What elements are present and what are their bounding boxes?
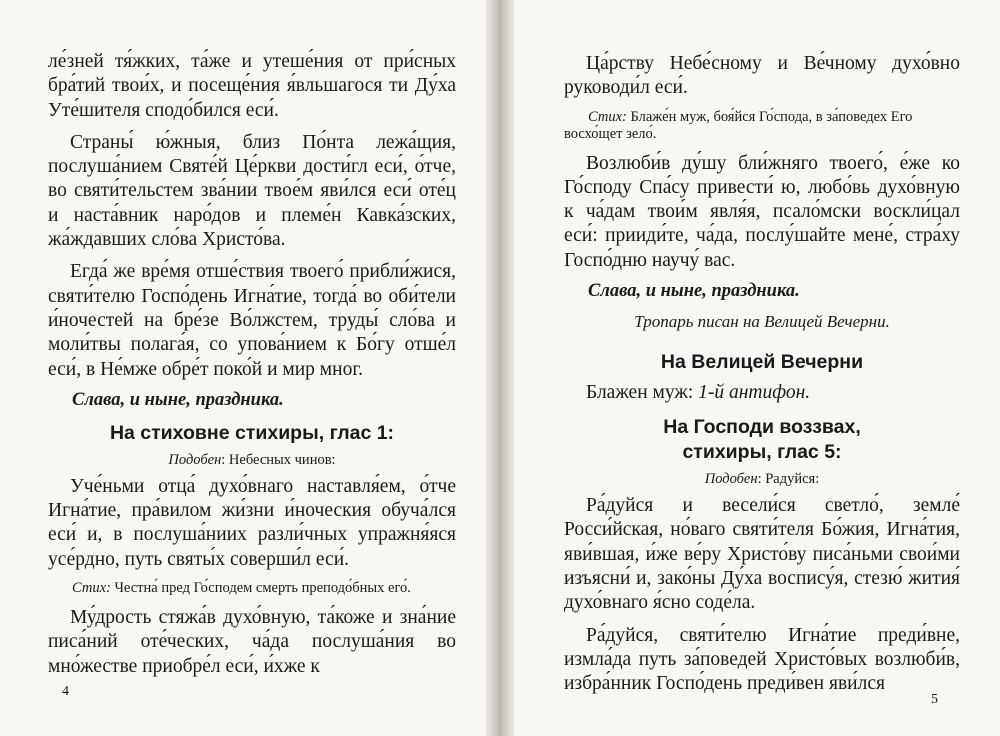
right-heading-2-line1: На Господи воззвах, bbox=[663, 416, 861, 439]
left-paragraph-1: ле́зней тя́жких, та́же и утеше́ния от при́сных бра́тий твои́х, и посеще́ния я́вльшагося ти Ду́ха Уте́шителя сподо́бился еси́. bbox=[48, 51, 456, 121]
left-paragraph-2: Страны́ ю́жныя, близ По́нта лежа́щия, послуша́нием Святе́й Це́ркви дости́гл еси́, о́тче, во святи́тельстем зва́нии твое́м яви́лся еси́ оте́ц и наста́вник наро́дов и племе́н Кавка́зских, жа́ждавших сло́ва Христо́ва. bbox=[48, 131, 456, 251]
right-slava: Слава, и ныне, праздника. bbox=[588, 281, 800, 302]
blazhen-plain: Блажен муж: bbox=[586, 382, 694, 404]
left-slava: Слава, и ныне, праздника. bbox=[72, 389, 284, 410]
left-podoben bbox=[48, 452, 456, 469]
right-page bbox=[514, 0, 1000, 736]
right-paragraph-4: Ра́дуйся, святи́телю Игна́тие преди́вне, измла́да путь за́поведей Христо́вых возлюби́в, избра́нник Госпо́день преди́вен яви́лся bbox=[564, 624, 960, 695]
left-podoben-value: : Небесных чинов: bbox=[221, 451, 336, 468]
right-verse-label: Стих: bbox=[588, 108, 627, 125]
left-verse bbox=[48, 580, 456, 597]
left-podoben-label: Подобен bbox=[168, 451, 222, 468]
left-page bbox=[0, 0, 486, 736]
right-paragraph-3: Ра́дуйся и весели́ся светло́, земле́ Росси́йская, но́ваго святи́теля Бо́жия, Игна́тия, яви́вшая, и́же ве́ру Христо́ву писа́ньми свои́ми изъясни́ и, зако́ны Ду́ха воспису́я, стезю́ жития́ духо́внаго я́сно соде́ла. bbox=[564, 495, 960, 614]
book-gutter bbox=[486, 0, 514, 736]
left-paragraph-4: Уче́ньми отца́ духо́внаго наставля́ем, о́тче Игна́тие, пра́вилом жи́зни и́ноческия обуча́лся еси́ и, в послуша́ниих разли́чных упражня́яся усе́рдно, путь святы́х соверши́л еси́. bbox=[48, 475, 456, 570]
troparion-note: Тропарь писан на Велицей Вечерни. bbox=[634, 312, 890, 332]
left-paragraph-5: Му́дрость стяжа́в духо́вную, та́коже и зна́ние писа́ний оте́ческих, ча́да послуша́ния во мно́жестве приобре́л еси́, и́хже к bbox=[48, 607, 456, 677]
right-podoben-value: : Радуйся: bbox=[757, 471, 820, 488]
right-paragraph-2: Возлюби́в ду́шу бли́жняго твоего́, е́же ко Го́споду Спа́су привести́ ю, любо́вь духо́вную к ча́дам твои́м явля́я, псало́мски воскли́цал еси́: прииди́те, ча́да, послу́шайте мене́, стра́ху Госпо́дню научу́ вас. bbox=[564, 152, 960, 271]
left-heading: На стиховне стихиры, глас 1: bbox=[109, 421, 395, 444]
right-heading-2-line2: стихиры, глас 5: bbox=[682, 441, 842, 464]
blazhen-line bbox=[564, 381, 960, 405]
left-paragraph-3: Егда́ же вре́мя отше́ствия твоего́ прибли́жися, святи́телю Госпо́день Игна́тие, тогда́ во оби́тели и́ночестей на бре́зе Во́лжстем, труды́ сло́ва и моли́твы полага́я, со упова́нием к Бо́гу отше́л еси́, в Не́мже обре́т поко́й и мир мног. bbox=[48, 261, 456, 380]
right-paragraph-1: Ца́рству Небе́сному и Ве́чному духо́вно руководи́л еси́. bbox=[564, 53, 960, 99]
right-page-number: 5 bbox=[931, 692, 938, 707]
right-heading-2 bbox=[564, 415, 960, 465]
right-heading-1: На Велицей Вечерни bbox=[660, 351, 864, 374]
right-podoben bbox=[564, 471, 960, 488]
blazhen-italic: 1-й антифон. bbox=[693, 382, 811, 404]
right-podoben-label: Подобен bbox=[704, 471, 758, 488]
left-verse-label: Стих: bbox=[72, 580, 111, 597]
left-verse-text: Честна́ пред Го́сподем смерть преподо́бных его́. bbox=[110, 580, 411, 597]
right-verse bbox=[564, 109, 960, 143]
left-page-number: 4 bbox=[62, 684, 69, 699]
right-verse-text: Блаже́н муж, боя́йся Го́спода, в за́поведех Его восхо́щет зело́. bbox=[564, 108, 913, 142]
